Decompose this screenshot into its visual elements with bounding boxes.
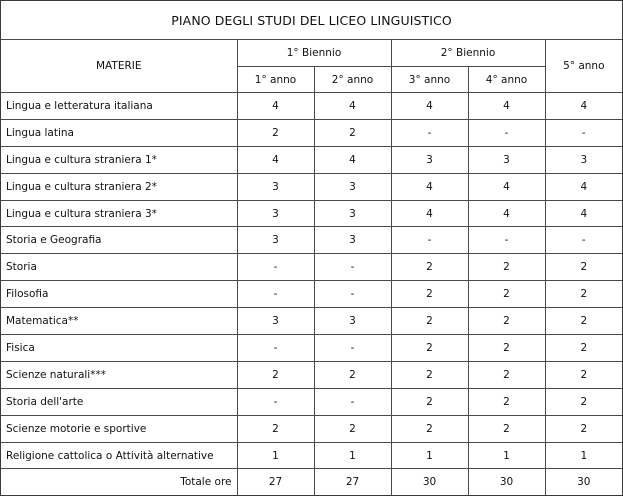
- hours-cell-year-3: 1: [391, 442, 468, 469]
- hours-cell-year-2: 1: [314, 442, 391, 469]
- hours-cell-year-5: -: [545, 119, 622, 146]
- hours-cell-year-2: -: [314, 335, 391, 362]
- table-title: PIANO DEGLI STUDI DEL LICEO LINGUISTICO: [1, 1, 622, 40]
- subject-cell: Lingua e letteratura italiana: [1, 93, 237, 120]
- hours-cell-year-4: 2: [468, 308, 545, 335]
- header-year-2: 2° anno: [314, 67, 391, 93]
- hours-cell-year-1: 2: [237, 361, 314, 388]
- hours-cell-year-4: 3: [468, 146, 545, 173]
- hours-cell-year-5: 3: [545, 146, 622, 173]
- hours-cell-year-4: 4: [468, 173, 545, 200]
- hours-cell-year-5: 2: [545, 415, 622, 442]
- hours-cell-year-5: 1: [545, 442, 622, 469]
- hours-cell-year-1: 4: [237, 93, 314, 120]
- hours-cell-year-2: 3: [314, 200, 391, 227]
- hours-cell-year-4: 2: [468, 281, 545, 308]
- hours-cell-year-1: -: [237, 254, 314, 281]
- hours-cell-year-2: 3: [314, 173, 391, 200]
- hours-cell-year-1: 3: [237, 227, 314, 254]
- total-hours-year-1: 27: [237, 469, 314, 496]
- hours-cell-year-3: 2: [391, 281, 468, 308]
- hours-cell-year-3: 4: [391, 200, 468, 227]
- hours-cell-year-3: -: [391, 227, 468, 254]
- table-row: [1, 119, 622, 146]
- header-year-1: 1° anno: [237, 67, 314, 93]
- hours-cell-year-1: 4: [237, 146, 314, 173]
- hours-cell-year-1: 3: [237, 200, 314, 227]
- hours-cell-year-2: -: [314, 388, 391, 415]
- subject-cell: Scienze naturali***: [1, 361, 237, 388]
- table-row: [1, 254, 622, 281]
- hours-cell-year-5: 2: [545, 361, 622, 388]
- hours-cell-year-2: 3: [314, 227, 391, 254]
- total-hours-year-4: 30: [468, 469, 545, 496]
- header-row-bienni: [1, 40, 622, 67]
- hours-cell-year-4: -: [468, 227, 545, 254]
- hours-cell-year-5: 2: [545, 388, 622, 415]
- title-row: [1, 1, 622, 40]
- subject-cell: Storia dell'arte: [1, 388, 237, 415]
- hours-cell-year-5: 4: [545, 200, 622, 227]
- hours-cell-year-3: 4: [391, 93, 468, 120]
- hours-cell-year-2: 2: [314, 119, 391, 146]
- hours-cell-year-2: 2: [314, 415, 391, 442]
- table-row: [1, 361, 622, 388]
- hours-cell-year-5: 4: [545, 93, 622, 120]
- hours-cell-year-4: 2: [468, 335, 545, 362]
- hours-cell-year-5: -: [545, 227, 622, 254]
- hours-cell-year-4: 2: [468, 415, 545, 442]
- hours-cell-year-2: 3: [314, 308, 391, 335]
- hours-cell-year-2: 2: [314, 361, 391, 388]
- header-year-3: 3° anno: [391, 67, 468, 93]
- subject-cell: Lingua e cultura straniera 1*: [1, 146, 237, 173]
- header-first-biennium: 1° Biennio: [237, 40, 391, 67]
- hours-cell-year-1: 2: [237, 119, 314, 146]
- subject-cell: Fisica: [1, 335, 237, 362]
- header-materie: MATERIE: [1, 40, 237, 93]
- table-row: [1, 146, 622, 173]
- hours-cell-year-4: 2: [468, 361, 545, 388]
- header-fifth-year: 5° anno: [545, 40, 622, 93]
- hours-cell-year-3: 2: [391, 415, 468, 442]
- total-label: Totale ore: [1, 469, 237, 496]
- hours-cell-year-1: 3: [237, 308, 314, 335]
- hours-cell-year-2: 4: [314, 146, 391, 173]
- hours-cell-year-3: 2: [391, 361, 468, 388]
- table-row: [1, 308, 622, 335]
- subject-cell: Lingua e cultura straniera 3*: [1, 200, 237, 227]
- hours-cell-year-4: 1: [468, 442, 545, 469]
- header-second-biennium: 2° Biennio: [391, 40, 545, 67]
- hours-cell-year-3: 3: [391, 146, 468, 173]
- hours-cell-year-4: -: [468, 119, 545, 146]
- hours-cell-year-3: -: [391, 119, 468, 146]
- total-hours-year-5: 30: [545, 469, 622, 496]
- hours-cell-year-1: 2: [237, 415, 314, 442]
- subject-cell: Lingua latina: [1, 119, 237, 146]
- hours-cell-year-1: -: [237, 281, 314, 308]
- hours-cell-year-3: 4: [391, 173, 468, 200]
- hours-cell-year-5: 2: [545, 281, 622, 308]
- subject-cell: Scienze motorie e sportive: [1, 415, 237, 442]
- table-row: [1, 200, 622, 227]
- table-row: [1, 93, 622, 120]
- table-row: [1, 415, 622, 442]
- total-row: [1, 469, 622, 496]
- table-row: [1, 442, 622, 469]
- hours-cell-year-5: 2: [545, 335, 622, 362]
- subject-cell: Storia: [1, 254, 237, 281]
- total-hours-year-3: 30: [391, 469, 468, 496]
- hours-cell-year-2: 4: [314, 93, 391, 120]
- hours-cell-year-1: -: [237, 335, 314, 362]
- subject-cell: Filosofia: [1, 281, 237, 308]
- hours-cell-year-1: -: [237, 388, 314, 415]
- hours-cell-year-4: 4: [468, 200, 545, 227]
- total-hours-year-2: 27: [314, 469, 391, 496]
- table-body: [1, 1, 622, 495]
- hours-cell-year-5: 2: [545, 308, 622, 335]
- table-row: [1, 281, 622, 308]
- hours-cell-year-3: 2: [391, 335, 468, 362]
- hours-cell-year-3: 2: [391, 388, 468, 415]
- header-year-4: 4° anno: [468, 67, 545, 93]
- hours-cell-year-5: 2: [545, 254, 622, 281]
- subject-cell: Storia e Geografia: [1, 227, 237, 254]
- study-plan-table: [1, 1, 622, 495]
- hours-cell-year-4: 2: [468, 254, 545, 281]
- table-row: [1, 335, 622, 362]
- hours-cell-year-4: 4: [468, 93, 545, 120]
- hours-cell-year-5: 4: [545, 173, 622, 200]
- subject-cell: Lingua e cultura straniera 2*: [1, 173, 237, 200]
- subject-cell: Religione cattolica o Attività alternative: [1, 442, 237, 469]
- hours-cell-year-1: 3: [237, 173, 314, 200]
- hours-cell-year-2: -: [314, 254, 391, 281]
- table-row: [1, 388, 622, 415]
- hours-cell-year-2: -: [314, 281, 391, 308]
- hours-cell-year-1: 1: [237, 442, 314, 469]
- table-row: [1, 227, 622, 254]
- subject-cell: Matematica**: [1, 308, 237, 335]
- table-row: [1, 173, 622, 200]
- hours-cell-year-3: 2: [391, 308, 468, 335]
- hours-cell-year-4: 2: [468, 388, 545, 415]
- hours-cell-year-3: 2: [391, 254, 468, 281]
